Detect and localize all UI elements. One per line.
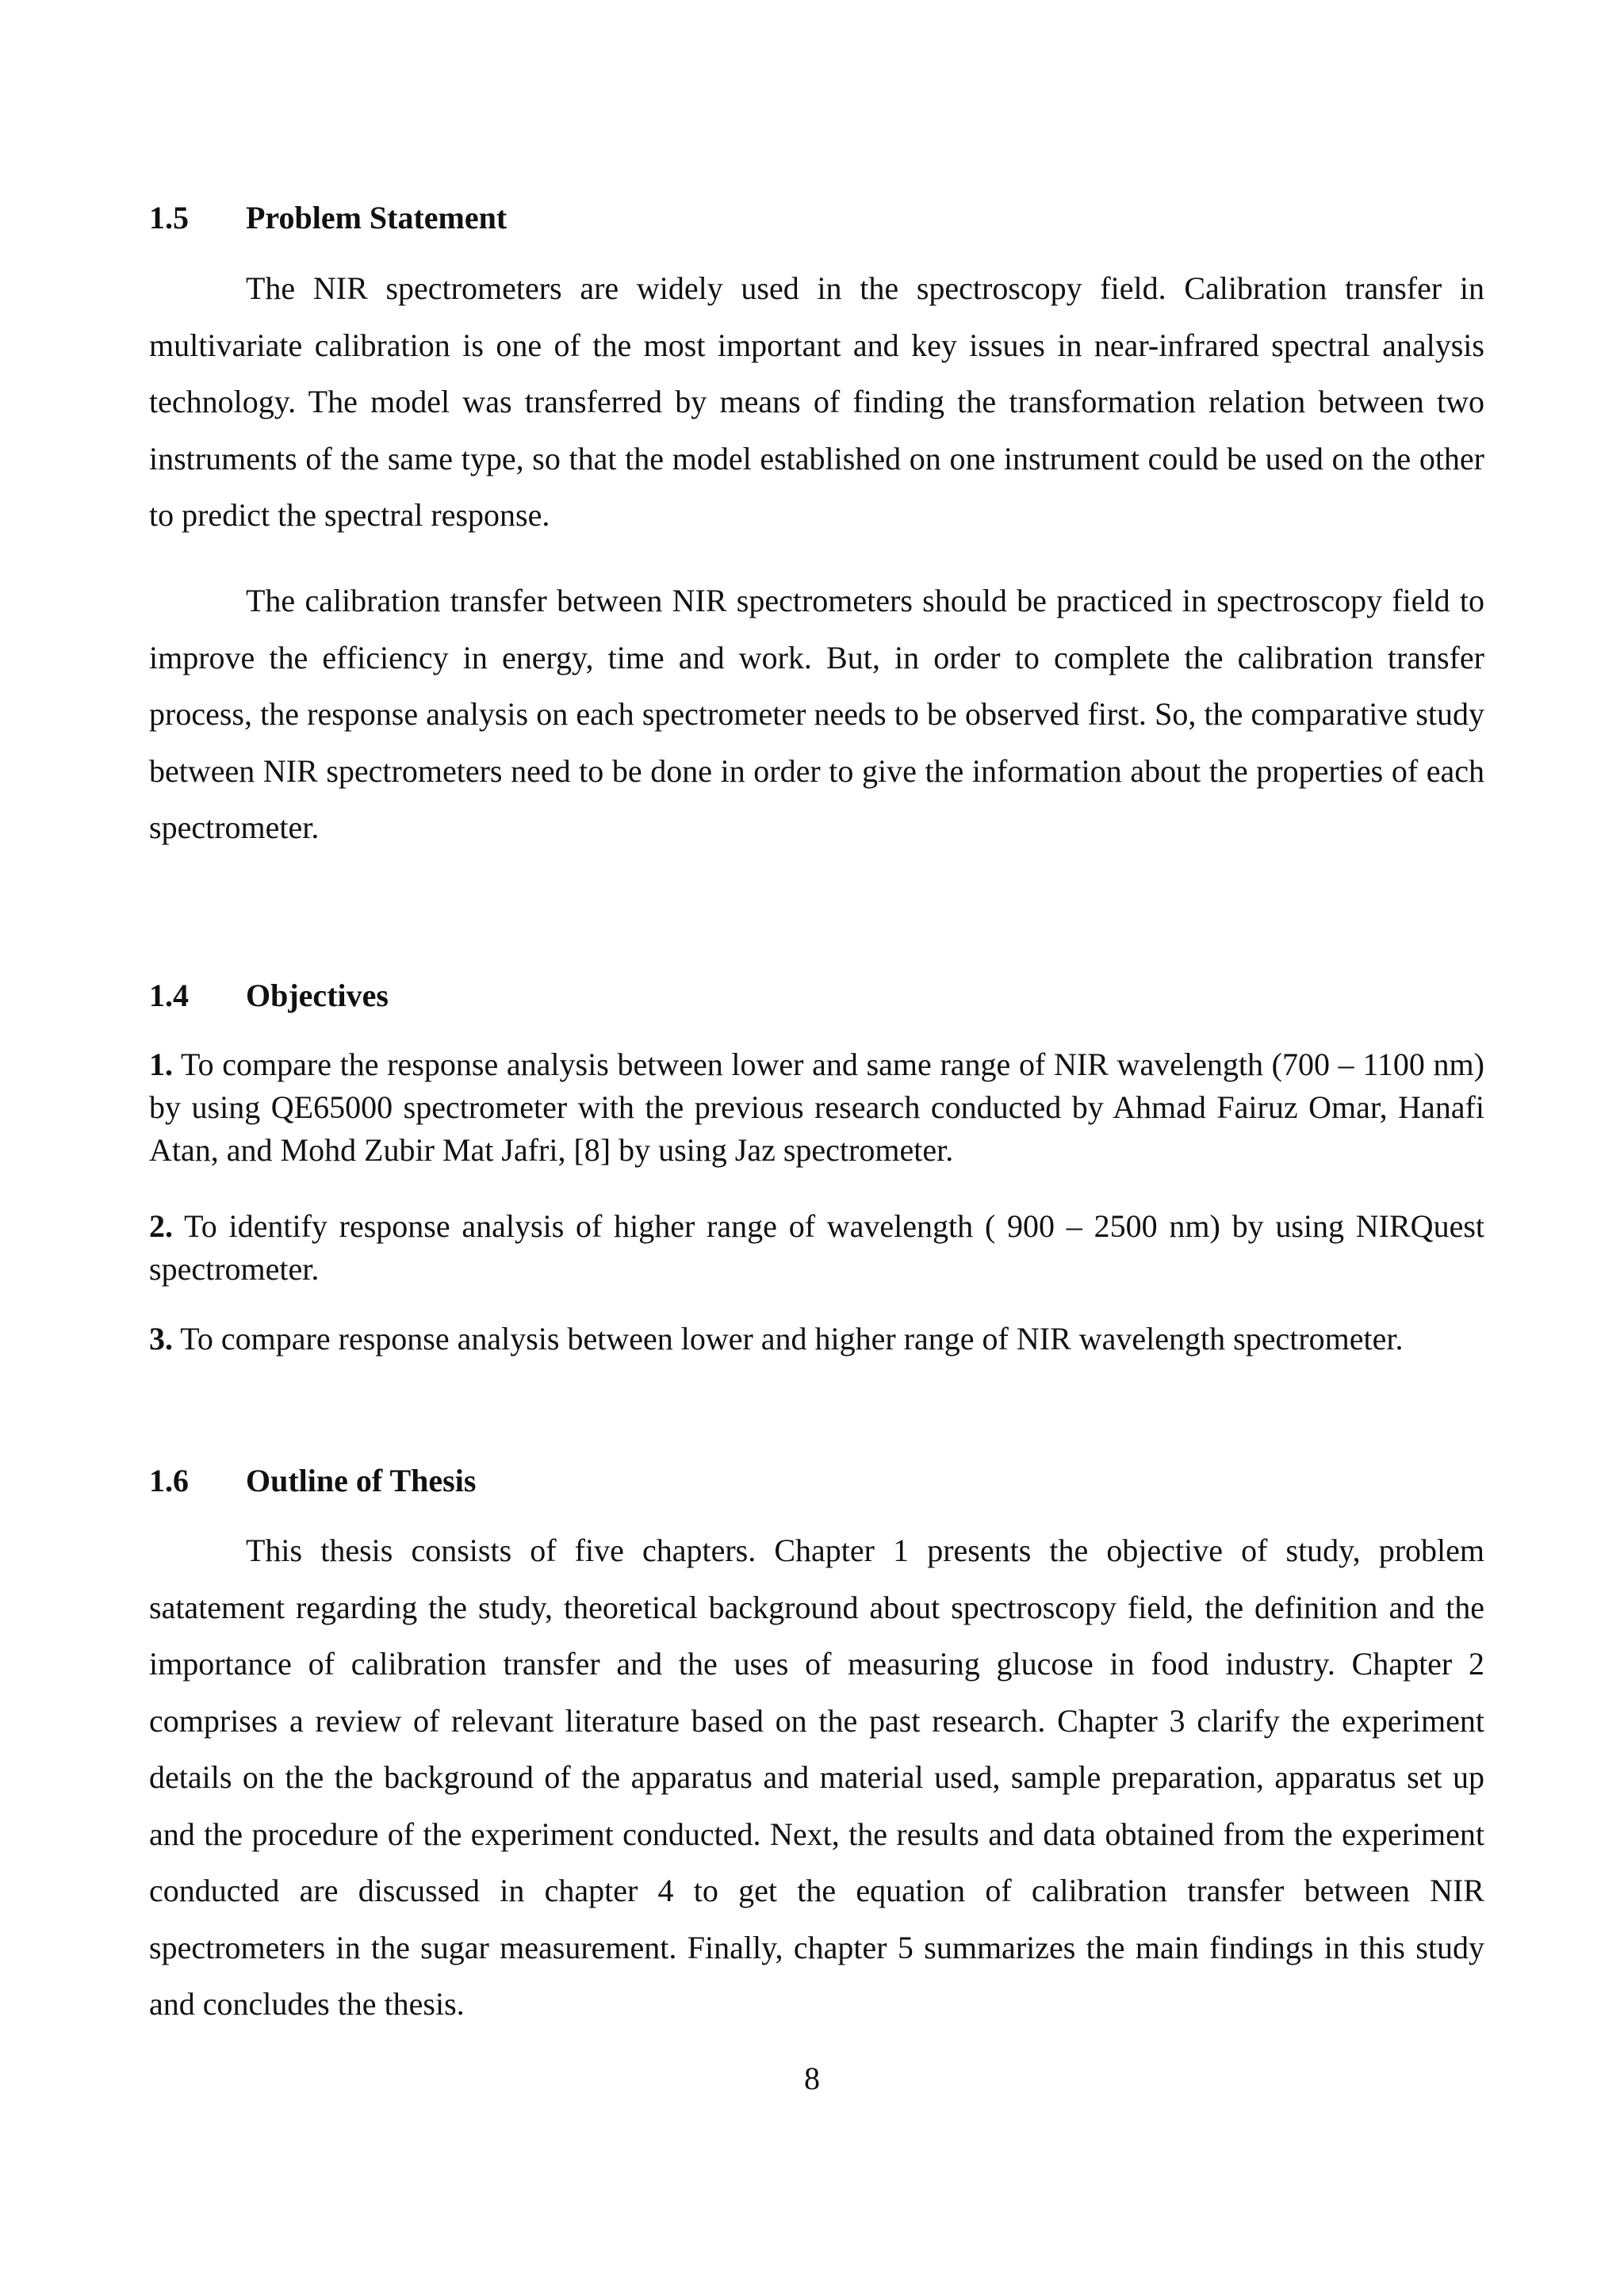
problem-paragraph-1: The NIR spectrometers are widely used in the spectroscopy field. Calibration transfer in multivariate calibration is one of the most important and key issues in near-infrared spectral analysis technology. The model was transferred by means of finding the transformation relation between two instruments of the same type, so that the model established on one instrument could be used on the other to predict the spectral response. — [149, 270, 1484, 533]
objective-text: To compare response analysis between lower and higher range of NIR wavelength spectrometer. — [180, 1321, 1404, 1357]
objective-number: 1. — [149, 1047, 173, 1082]
objective-number: 2. — [149, 1208, 173, 1244]
section-title: Outline of Thesis — [246, 1463, 477, 1498]
outline-heading — [149, 1462, 476, 1500]
section-number: 1.5 — [149, 200, 189, 235]
section-title: Problem Statement — [246, 200, 508, 235]
section-title: Objectives — [246, 978, 389, 1013]
objective-text: To compare the response analysis between lower and same range of NIR wavelength (700 – 1100 nm) by using QE65000 spectrometer with the previous research conducted by Ahmad Fairuz Omar, Hanafi Atan, and Mohd Zubir Mat Jafri, [8] by using Jaz spectrometer. — [149, 1047, 1484, 1168]
section-number: 1.6 — [149, 1463, 189, 1498]
page-number: 8 — [804, 2061, 820, 2096]
problem-statement-heading — [149, 199, 507, 237]
section-number: 1.4 — [149, 978, 189, 1013]
objective-text: To identify response analysis of higher range of wavelength ( 900 – 2500 nm) by using NIRQuest spectrometer. — [149, 1208, 1484, 1287]
objectives-heading — [149, 977, 389, 1015]
objective-item-2 — [149, 1205, 1484, 1291]
objective-item-1 — [149, 1043, 1484, 1172]
objective-number: 3. — [149, 1321, 173, 1357]
problem-paragraph-2: The calibration transfer between NIR spectrometers should be practiced in spectroscopy field to improve the efficiency in energy, time and work. But, in order to complete the calibration transfer process, the response analysis on each spectrometer needs to be observed first. So, the comparative study between NIR spectrometers need to be done in order to give the information about the properties of each spectrometer. — [149, 583, 1484, 845]
objective-item-3 — [149, 1318, 1484, 1360]
outline-paragraph: This thesis consists of five chapters. Chapter 1 presents the objective of study, problem satatement regarding the study, theoretical background about spectroscopy field, the definition and the importance of calibration transfer and the uses of measuring glucose in food industry. Chapter 2 comprises a review of relevant literature based on the past research. Chapter 3 clarify the experiment details on the the background of the apparatus and material used, sample preparation, apparatus set up and the procedure of the experiment conducted. Next, the results and data obtained from the experiment conducted are discussed in chapter 4 to get the equation of calibration transfer between NIR spectrometers in the sugar measurement. Finally, chapter 5 summarizes the main findings in this study and concludes the thesis. — [149, 1533, 1484, 2022]
